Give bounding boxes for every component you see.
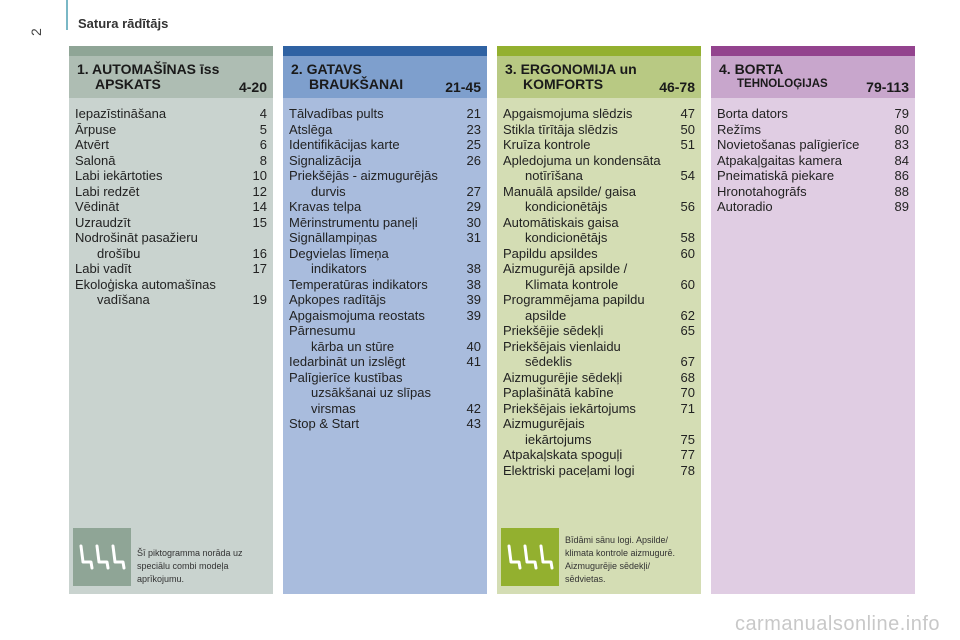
toc-entry-page: 10 xyxy=(252,168,267,183)
toc-entry-page: 51 xyxy=(680,137,695,152)
toc-entry[interactable] xyxy=(503,323,695,339)
toc-entry[interactable] xyxy=(75,261,267,277)
toc-entry-page: 39 xyxy=(466,292,481,307)
toc-entry-title: Apgaismojuma reostats xyxy=(289,307,425,323)
toc-entry-title: Režīms xyxy=(717,121,762,137)
section-column-1 xyxy=(69,46,273,594)
toc-entry[interactable] xyxy=(75,106,267,122)
toc-entry-title: Iepazīstināšana xyxy=(75,106,167,121)
toc-entry[interactable] xyxy=(289,292,481,308)
toc-entry-title: Mērinstrumentu paneļi xyxy=(289,214,418,230)
toc-entry[interactable] xyxy=(289,215,481,231)
section-column-4 xyxy=(711,46,915,594)
toc-entry-title: Signāllampiņas xyxy=(289,230,378,245)
toc-entry-page: 29 xyxy=(466,199,481,214)
toc-entry[interactable] xyxy=(289,308,481,324)
toc-entry-page: 19 xyxy=(252,292,267,307)
toc-entry[interactable] xyxy=(503,106,695,122)
toc-entry-page: 17 xyxy=(252,261,267,276)
toc-entry[interactable] xyxy=(289,246,481,277)
toc-entry[interactable] xyxy=(503,153,695,184)
watermark: carmanualsonline.info xyxy=(734,613,940,635)
toc-entry-title: Priekšējais vienlaidu sēdeklis xyxy=(503,338,621,369)
toc-entry[interactable] xyxy=(289,199,481,215)
toc-list xyxy=(69,98,273,308)
toc-entry[interactable] xyxy=(503,261,695,292)
toc-entry-title: Pārnesumu kārba un stūre xyxy=(289,323,395,354)
toc-entry-title: Apledojuma un kondensāta notīrīšana xyxy=(503,152,661,183)
toc-entry[interactable] xyxy=(289,137,481,153)
toc-entry-page: 14 xyxy=(252,199,267,214)
toc-entry-page: 38 xyxy=(466,276,481,292)
toc-entry[interactable] xyxy=(503,246,695,262)
toc-entry-page: 40 xyxy=(466,338,481,354)
toc-entry[interactable] xyxy=(289,168,481,199)
toc-entry-title: Atvērt xyxy=(75,137,109,152)
toc-entry[interactable] xyxy=(75,230,267,261)
toc-entry[interactable] xyxy=(717,122,909,138)
toc-entry-title: Atslēga xyxy=(289,121,333,137)
toc-entry[interactable] xyxy=(289,323,481,354)
toc-entry-page: 84 xyxy=(894,152,909,168)
toc-entry-page: 86 xyxy=(894,168,909,183)
toc-entry-title: Paplašinātā kabīne xyxy=(503,385,614,400)
toc-entry[interactable] xyxy=(503,122,695,138)
toc-entry-title: Kruīza kontrole xyxy=(503,137,591,152)
toc-entry-title: Tālvadības pults xyxy=(289,106,384,121)
seats-pictogram-icon xyxy=(501,528,559,586)
toc-entry-title: Priekšējais iekārtojums xyxy=(503,400,636,416)
toc-entry[interactable] xyxy=(289,354,481,370)
toc-entry-page: 43 xyxy=(466,416,481,431)
toc-entry-title: Labi redzēt xyxy=(75,183,140,199)
toc-entry[interactable] xyxy=(717,106,909,122)
toc-entry-page: 26 xyxy=(466,152,481,168)
toc-entry-title: Aizmugurējais iekārtojums xyxy=(503,416,592,447)
toc-entry-title: Atpakaļskata spoguļi xyxy=(503,447,623,462)
toc-entry-title: Pneimatiskā piekare xyxy=(717,168,835,183)
toc-entry-page: 42 xyxy=(466,400,481,416)
combi-note xyxy=(73,528,261,586)
toc-entry-page: 67 xyxy=(680,354,695,369)
toc-entry-title: Elektriski paceļami logi xyxy=(503,462,635,478)
toc-entry-title: Borta dators xyxy=(717,106,788,121)
seats-pictogram-icon xyxy=(73,528,131,586)
toc-entry-page: 4 xyxy=(259,106,267,121)
toc-entry-page: 23 xyxy=(466,121,481,137)
toc-entry-page: 41 xyxy=(466,354,481,369)
section-page-range: 46-78 xyxy=(659,79,695,95)
toc-entry[interactable] xyxy=(503,137,695,153)
toc-entry-page: 27 xyxy=(466,183,481,199)
toc-entry-title: Hronotahogrāfs xyxy=(717,183,807,199)
toc-entry[interactable] xyxy=(503,215,695,246)
toc-entry-page: 83 xyxy=(894,137,909,152)
toc-entry-page: 88 xyxy=(894,183,909,199)
toc-entry-title: Atpakaļgaitas kamera xyxy=(717,152,843,168)
toc-entry[interactable] xyxy=(503,292,695,323)
toc-entry-title: Vēdināt xyxy=(75,199,120,214)
toc-entry-title: Identifikācijas karte xyxy=(289,137,400,152)
toc-entry-title: Programmējama papildu apsilde xyxy=(503,292,645,323)
toc-entry[interactable] xyxy=(503,447,695,463)
toc-entry-page: 8 xyxy=(259,152,267,168)
section-heading[interactable]: 3. ERGONOMIJA un KOMFORTS 46-78 xyxy=(497,56,701,98)
note-text: Šī piktogramma norāda uz speciālu combi modeļa aprīkojumu. xyxy=(137,548,243,584)
toc-entry-page: 21 xyxy=(466,106,481,121)
toc-entry-title: Iedarbināt un izslēgt xyxy=(289,354,406,369)
toc-entry[interactable] xyxy=(289,416,481,432)
toc-entry-title: Salonā xyxy=(75,152,116,168)
toc-entry-title: Apgaismojuma slēdzis xyxy=(503,106,633,121)
toc-entry-page: 54 xyxy=(680,168,695,183)
toc-entry[interactable] xyxy=(75,153,267,169)
toc-entry-title: Apkopes radītājs xyxy=(289,292,386,307)
toc-entry[interactable] xyxy=(717,184,909,200)
toc-entry-page: 5 xyxy=(259,121,267,137)
note-text: Bīdāmi sānu logi. Apsilde/ klimata kontrole aizmugurē. Aizmugurējie sēdekļi/ sēdvietas. xyxy=(565,535,676,584)
toc-entry-title: Temperatūras indikators xyxy=(289,276,428,292)
page-header-title: Satura rādītājs xyxy=(78,16,169,31)
window-seat-note xyxy=(501,528,689,586)
toc-entry-title: Aizmugurējie sēdekļi xyxy=(503,369,623,385)
toc-entry-title: Autoradio xyxy=(717,199,773,214)
toc-entry[interactable] xyxy=(289,230,481,246)
toc-entry[interactable] xyxy=(289,153,481,169)
toc-entry-page: 12 xyxy=(252,183,267,199)
toc-entry-title: Manuālā apsilde/ gaisa kondicionētājs xyxy=(503,183,636,214)
toc-entry-title: Automātiskais gaisa kondicionētājs xyxy=(503,214,619,245)
toc-entry-page: 50 xyxy=(680,121,695,137)
column-color-bar xyxy=(283,46,487,56)
toc-entry[interactable] xyxy=(75,184,267,200)
toc-entry-page: 39 xyxy=(466,307,481,323)
toc-entry-title: Priekšējās - aizmugurējās durvis xyxy=(289,168,438,199)
toc-entry-title: Palīgierīce kustības uzsākšanai uz slīpas virsmas xyxy=(289,369,431,416)
toc-entry-page: 15 xyxy=(252,214,267,230)
toc-entry[interactable] xyxy=(75,122,267,138)
toc-entry-page: 65 xyxy=(680,323,695,338)
toc-entry-page: 60 xyxy=(680,245,695,261)
section-column-3 xyxy=(497,46,701,594)
toc-entry[interactable] xyxy=(503,385,695,401)
toc-entry-page: 6 xyxy=(259,137,267,152)
toc-entry-title: Kravas telpa xyxy=(289,199,362,214)
toc-entry-page: 68 xyxy=(680,369,695,385)
side-rule xyxy=(66,0,68,30)
toc-entry[interactable] xyxy=(503,184,695,215)
toc-entry-page: 25 xyxy=(466,137,481,152)
toc-entry-page: 77 xyxy=(680,447,695,462)
toc-entry[interactable] xyxy=(75,215,267,231)
toc-entry[interactable] xyxy=(503,370,695,386)
page-number: 2 xyxy=(28,28,44,36)
toc-entry-title: Stop & Start xyxy=(289,416,360,431)
toc-entry[interactable] xyxy=(75,277,267,308)
toc-entry[interactable] xyxy=(717,168,909,184)
toc-entry[interactable] xyxy=(289,277,481,293)
toc-entry[interactable] xyxy=(75,137,267,153)
toc-entry-page: 31 xyxy=(466,230,481,245)
toc-entry-page: 58 xyxy=(680,230,695,245)
toc-entry-page: 56 xyxy=(680,199,695,214)
toc-entry-title: Papildu apsildes xyxy=(503,245,598,261)
toc-entry-title: Nodrošināt pasažieru drošību xyxy=(75,230,198,261)
section-heading[interactable]: 4. BORTA TEHNOLOĢIJAS 79-113 xyxy=(711,56,915,98)
toc-entry[interactable] xyxy=(75,199,267,215)
toc-entry[interactable] xyxy=(503,339,695,370)
toc-entry-title: Labi iekārtoties xyxy=(75,168,163,183)
toc-entry-page: 16 xyxy=(252,245,267,261)
toc-entry-title: Ārpuse xyxy=(75,121,117,137)
toc-entry-page: 60 xyxy=(680,276,695,292)
toc-entry-title: Degvielas līmeņa indikators xyxy=(289,245,389,276)
toc-entry-title: Uzraudzīt xyxy=(75,214,131,230)
toc-entry-page: 70 xyxy=(680,385,695,400)
section-heading[interactable]: 2. GATAVS BRAUKŠANAI 21-45 xyxy=(283,56,487,98)
toc-entry-title: Novietošanas palīgierīce xyxy=(717,137,860,152)
section-heading[interactable]: 1. AUTOMAŠĪNAS īss APSKATS 4-20 xyxy=(69,56,273,98)
toc-entry[interactable] xyxy=(717,137,909,153)
toc-entry-page: 80 xyxy=(894,121,909,137)
section-page-range: 21-45 xyxy=(445,79,481,95)
toc-entry-page: 89 xyxy=(894,199,909,214)
toc-entry-title: Ekoloģiska automašīnas vadīšana xyxy=(75,276,216,307)
toc-entry-page: 47 xyxy=(680,106,695,121)
toc-list xyxy=(497,98,701,478)
toc-entry[interactable] xyxy=(75,168,267,184)
column-color-bar xyxy=(69,46,273,56)
toc-entry-title: Aizmugurējā apsilde / Klimata kontrole xyxy=(503,261,628,292)
toc-entry-page: 78 xyxy=(680,462,695,478)
toc-entry-title: Signalizācija xyxy=(289,152,362,168)
toc-entry[interactable] xyxy=(717,153,909,169)
section-page-range: 79-113 xyxy=(866,79,909,95)
toc-entry-title: Stikla tīrītāja slēdzis xyxy=(503,121,618,137)
column-color-bar xyxy=(497,46,701,56)
toc-entry[interactable] xyxy=(503,463,695,479)
toc-list xyxy=(283,98,487,432)
toc-entry-page: 75 xyxy=(680,431,695,447)
toc-entry-page: 30 xyxy=(466,214,481,230)
toc-entry[interactable] xyxy=(289,370,481,417)
toc-entry-title: Labi vadīt xyxy=(75,261,132,276)
toc-entry-page: 79 xyxy=(894,106,909,121)
toc-entry-title: Priekšējie sēdekļi xyxy=(503,323,604,338)
toc-entry[interactable] xyxy=(289,122,481,138)
column-color-bar xyxy=(711,46,915,56)
toc-entry-page: 38 xyxy=(466,261,481,276)
toc-list xyxy=(711,98,915,215)
toc-entry[interactable] xyxy=(289,106,481,122)
toc-entry-page: 71 xyxy=(680,400,695,416)
toc-entry[interactable] xyxy=(503,416,695,447)
toc-entry-page: 62 xyxy=(680,307,695,323)
section-column-2 xyxy=(283,46,487,594)
toc-entry[interactable] xyxy=(503,401,695,417)
toc-entry[interactable] xyxy=(717,199,909,215)
section-page-range: 4-20 xyxy=(238,79,267,95)
